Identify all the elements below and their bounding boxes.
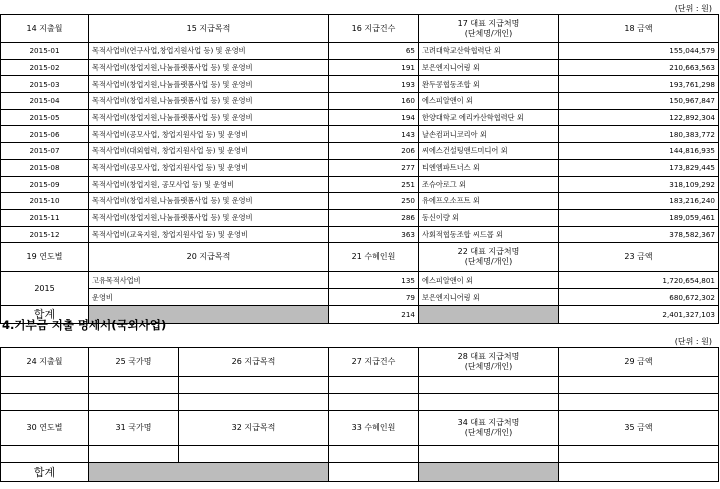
empty-row (1, 377, 719, 394)
month-cell: 2015-09 (1, 176, 89, 193)
payee-cell: 에스피알앤이 외 (419, 93, 559, 110)
header-payee: 17 대표 지급처명 (단체명/개인) (419, 15, 559, 43)
total-blank-gray (89, 463, 329, 482)
overseas-expenditure-table (0, 347, 719, 482)
table-row (1, 193, 719, 210)
unit-label-2: (단위 : 원) (674, 337, 712, 346)
month-cell: 2015-11 (1, 209, 89, 226)
month-cell: 2015-10 (1, 193, 89, 210)
payee-cell: 조슈아로그 외 (419, 176, 559, 193)
table-row (1, 93, 719, 110)
amount-cell: 183,216,240 (559, 193, 719, 210)
month-cell: 2015-01 (1, 43, 89, 60)
month-cell: 2015-03 (1, 76, 89, 93)
table-row (1, 76, 719, 93)
month-cell: 2015-02 (1, 59, 89, 76)
payee-cell: 날손컴퍼니코리아 외 (419, 126, 559, 143)
count-cell: 160 (329, 93, 419, 110)
total-count-4 (329, 463, 419, 482)
table-row (1, 272, 719, 289)
amount-cell: 155,044,579 (559, 43, 719, 60)
count-cell: 191 (329, 59, 419, 76)
payee-cell: 고려대학교산학협력단 외 (419, 43, 559, 60)
month-cell: 2015-05 (1, 109, 89, 126)
count-cell: 363 (329, 226, 419, 243)
total-label: 합계 (1, 306, 89, 324)
header-count-3: 27 지급건수 (329, 348, 419, 377)
payee-cell: 유에프오소프트 외 (419, 193, 559, 210)
payee-cell: 보은엔지니어링 외 (419, 59, 559, 76)
header-purpose-4: 32 지급목적 (179, 411, 329, 446)
amount-cell: 210,663,563 (559, 59, 719, 76)
month-cell: 2015-08 (1, 159, 89, 176)
header-year-4: 30 연도별 (1, 411, 89, 446)
header-year: 19 연도별 (1, 243, 89, 272)
header-purpose-2: 20 지급목적 (89, 243, 329, 272)
month-cell: 2015-06 (1, 126, 89, 143)
month-cell: 2015-12 (1, 226, 89, 243)
payee-cell: 사회적협동조합 씨드콥 외 (419, 226, 559, 243)
payee-cell: 티엔엠파트너스 외 (419, 159, 559, 176)
table-row (1, 226, 719, 243)
header-purpose: 15 지급목적 (89, 15, 329, 43)
table-row (1, 109, 719, 126)
header-payee-4: 34 대표 지급처명 (단체명/개인) (419, 411, 559, 446)
table-row (1, 143, 719, 160)
total-count: 214 (329, 306, 419, 324)
month-cell: 2015-04 (1, 93, 89, 110)
domestic-expenditure-table (0, 14, 719, 324)
count-cell: 193 (329, 76, 419, 93)
table-row (1, 59, 719, 76)
total-amount-4 (559, 463, 719, 482)
count-cell: 206 (329, 143, 419, 160)
empty-row (1, 446, 719, 463)
total-row-4 (1, 463, 719, 482)
purpose-cell: 목적사업비(창업지원,나눔플랫폼사업 등) 및 운영비 (89, 193, 329, 210)
year-cell: 2015 (1, 272, 89, 306)
amount-cell: 193,761,298 (559, 76, 719, 93)
purpose-cell: 목적사업비(창업지원,나눔플랫폼사업 등) 및 운영비 (89, 209, 329, 226)
amount-cell: 150,967,847 (559, 93, 719, 110)
amount-cell: 144,816,935 (559, 143, 719, 160)
purpose-cell: 고유목적사업비 (89, 272, 329, 289)
total-amount: 2,401,327,103 (559, 306, 719, 324)
header-payee-3: 28 대표 지급처명 (단체명/개인) (419, 348, 559, 377)
count-cell: 135 (329, 272, 419, 289)
amount-cell: 122,892,304 (559, 109, 719, 126)
payee-cell: 보은엔지니어링 외 (419, 289, 559, 306)
purpose-cell: 목적사업비(교육지원, 창업지원사업 등) 및 운영비 (89, 226, 329, 243)
table4-header-row (1, 411, 719, 446)
header-amount: 18 금액 (559, 15, 719, 43)
count-cell: 194 (329, 109, 419, 126)
purpose-cell: 목적사업비(창업지원,나눔플랫폼사업 등) 및 운영비 (89, 93, 329, 110)
header-beneficiaries-4: 33 수혜인원 (329, 411, 419, 446)
count-cell: 286 (329, 209, 419, 226)
table-row (1, 159, 719, 176)
total-payee-blank-4 (419, 463, 559, 482)
table-row (1, 176, 719, 193)
total-label-4: 합계 (1, 463, 89, 482)
table1-header-row (1, 15, 719, 43)
purpose-cell: 목적사업비(창업지원, 공모사업 등) 및 운영비 (89, 176, 329, 193)
table2-header-row (1, 243, 719, 272)
header-count: 16 지급건수 (329, 15, 419, 43)
count-cell: 79 (329, 289, 419, 306)
payee-cell: 에스피알앤이 외 (419, 272, 559, 289)
count-cell: 143 (329, 126, 419, 143)
count-cell: 250 (329, 193, 419, 210)
amount-cell: 1,720,654,801 (559, 272, 719, 289)
amount-cell: 189,059,461 (559, 209, 719, 226)
amount-cell: 318,109,292 (559, 176, 719, 193)
amount-cell: 378,582,367 (559, 226, 719, 243)
payee-cell: 씨에스건설팅앤드미디어 외 (419, 143, 559, 160)
purpose-cell: 목적사업비(연구사업,창업지원사업 등) 및 운영비 (89, 43, 329, 60)
purpose-cell: 목적사업비(공모사업, 창업지원사업 등) 및 운영비 (89, 159, 329, 176)
count-cell: 277 (329, 159, 419, 176)
table-row (1, 43, 719, 60)
header-amount-3: 29 금액 (559, 348, 719, 377)
header-beneficiaries: 21 수혜인원 (329, 243, 419, 272)
purpose-cell: 목적사업비(창업지원,나눔플랫폼사업 등) 및 운영비 (89, 76, 329, 93)
table3-header-row (1, 348, 719, 377)
payee-cell: 한양대학교 에리카산학협력단 외 (419, 109, 559, 126)
header-country-4: 31 국가명 (89, 411, 179, 446)
amount-cell: 180,383,772 (559, 126, 719, 143)
count-cell: 65 (329, 43, 419, 60)
purpose-cell: 목적사업비(창업지원,나눔플랫폼사업 등) 및 운영비 (89, 59, 329, 76)
payee-cell: 동신이량 외 (419, 209, 559, 226)
purpose-cell: 목적사업비(공모사업, 창업지원사업 등) 및 운영비 (89, 126, 329, 143)
header-month: 14 지출월 (1, 15, 89, 43)
header-payee-2: 22 대표 지급처명 (단체명/개인) (419, 243, 559, 272)
purpose-cell: 목적사업비(창업지원,나눔플랫폼사업 등) 및 운영비 (89, 109, 329, 126)
empty-row (1, 394, 719, 411)
amount-cell: 680,672,302 (559, 289, 719, 306)
header-amount-4: 35 금액 (559, 411, 719, 446)
table-row (1, 209, 719, 226)
count-cell: 251 (329, 176, 419, 193)
purpose-cell: 운영비 (89, 289, 329, 306)
total-payee-blank (419, 306, 559, 324)
header-purpose-3: 26 지급목적 (179, 348, 329, 377)
header-amount-2: 23 금액 (559, 243, 719, 272)
unit-label: (단위 : 원) (674, 4, 712, 13)
payee-cell: 완두콩협동조합 외 (419, 76, 559, 93)
header-country-3: 25 국가명 (89, 348, 179, 377)
table-row (1, 289, 719, 306)
header-month-3: 24 지출월 (1, 348, 89, 377)
section-title: 4.기부금 지출 명세서(국외사업) (2, 318, 167, 332)
amount-cell: 173,829,445 (559, 159, 719, 176)
table-row (1, 126, 719, 143)
purpose-cell: 목적사업비(대외협력, 창업지원사업 등) 및 운영비 (89, 143, 329, 160)
month-cell: 2015-07 (1, 143, 89, 160)
